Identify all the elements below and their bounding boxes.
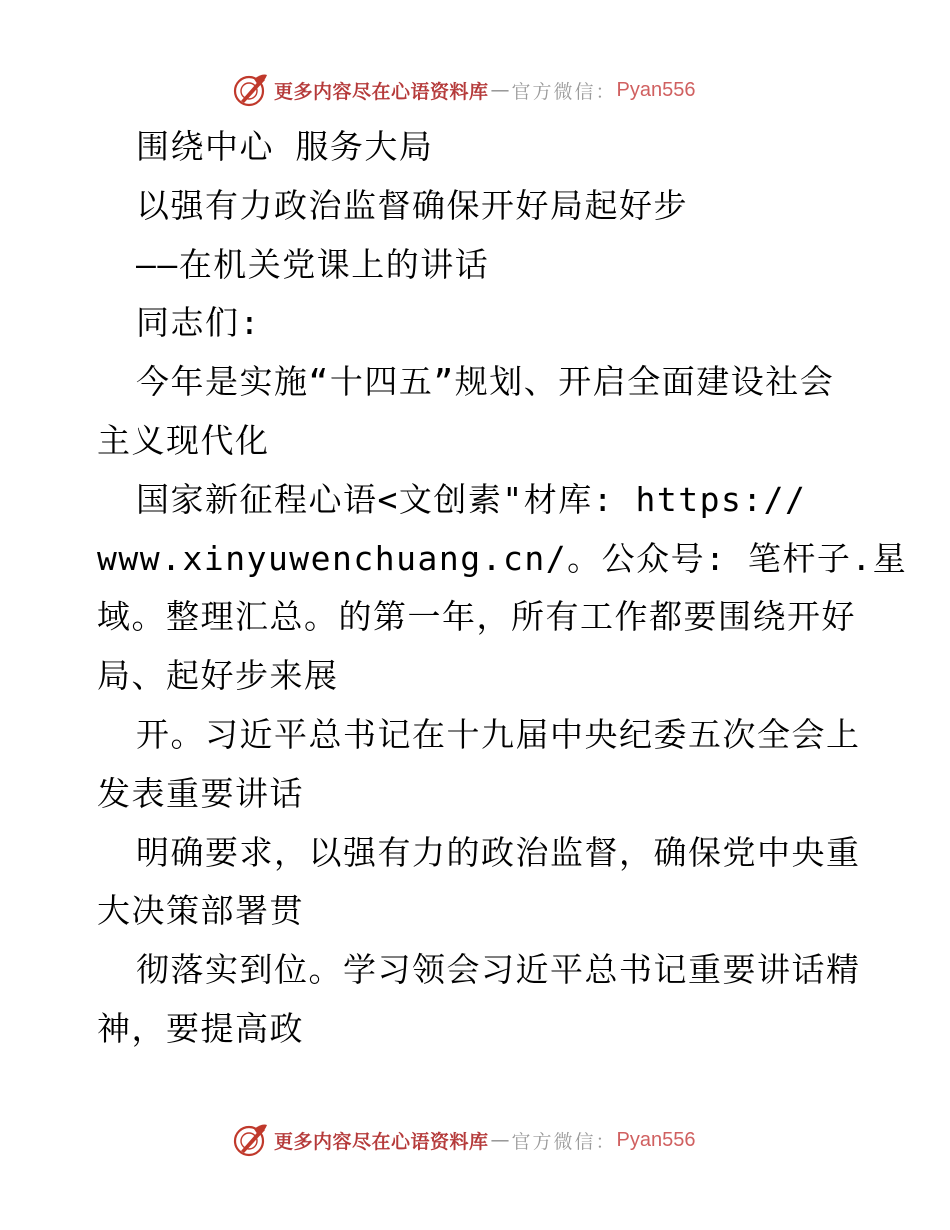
watermark-label: 官方微信： <box>511 80 617 103</box>
watermark-label: 官方微信： <box>511 1130 617 1153</box>
watermark-wechat-id: Pyan556 <box>616 1128 696 1151</box>
document-line: 以强有力政治监督确保开好局起好步 <box>136 185 688 225</box>
quill-pen-logo-icon <box>232 71 270 109</box>
watermark-wechat-id: Pyan556 <box>616 78 696 101</box>
document-line: 围绕中心 服务大局 <box>136 127 434 166</box>
watermark-dash: — <box>490 79 510 101</box>
document-line: 彻落实到位。学习领会习近平总书记重要讲话精 <box>136 950 861 990</box>
watermark-dash: — <box>490 1129 510 1151</box>
header-watermark <box>232 70 696 110</box>
document-line: 神，要提高政 <box>97 1008 304 1048</box>
document-line: ——在机关党课上的讲话 <box>136 244 490 284</box>
document-line: 今年是实施“十四五”规划、开启全面建设社会 <box>136 362 835 402</box>
document-line: 发表重要讲话 <box>97 773 304 813</box>
document-line: 国家新征程心语<文创素"材库: https:// <box>136 479 807 519</box>
watermark-brand-text: 更多内容尽在心语资料库 <box>274 80 489 103</box>
quill-pen-logo-icon <box>232 1121 270 1159</box>
document-line: 主义现代化 <box>97 420 270 460</box>
document-body <box>97 118 908 1059</box>
document-line: 同志们: <box>136 303 261 343</box>
document-line: 开。习近平总书记在十九届中央纪委五次全会上 <box>136 714 861 754</box>
document-line: 大决策部署贯 <box>97 891 304 931</box>
document-line: www.xinyuwenchuang.cn/。公众号: 笔杆子.星 <box>97 538 908 578</box>
document-line: 局、起好步来展 <box>97 656 339 696</box>
footer-watermark <box>232 1120 696 1160</box>
document-line: 明确要求，以强有力的政治监督，确保党中央重 <box>136 832 861 872</box>
document-line: 域。整理汇总。的第一年，所有工作都要围绕开好 <box>97 597 856 637</box>
watermark-brand-text: 更多内容尽在心语资料库 <box>274 1130 489 1153</box>
